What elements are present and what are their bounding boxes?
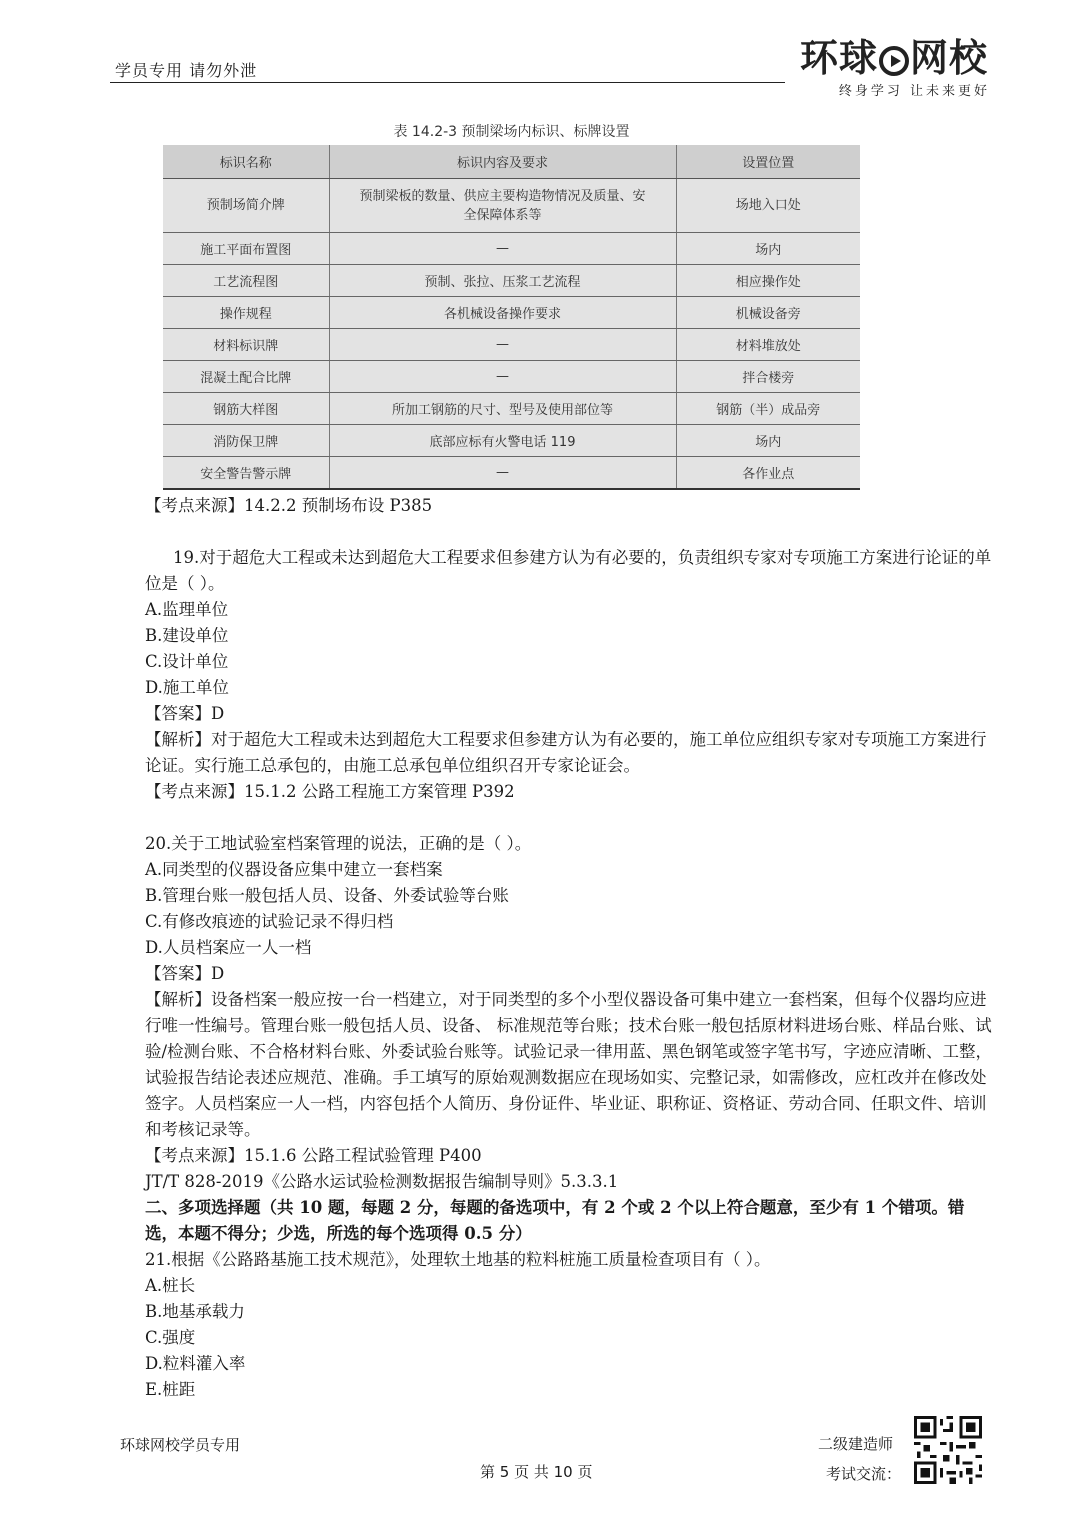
table-cell: 场内: [676, 233, 860, 265]
option-a: A.监理单位: [145, 600, 229, 619]
table-cell: 安全警告警示牌: [163, 457, 329, 490]
source-note: 【考点来源】14.2.2 预制场布设 P385: [145, 496, 433, 515]
table-cell: 预制梁板的数量、供应主要构造物情况及质量、安全保障体系等: [329, 179, 676, 233]
logo-slogan: 终身学习 让未来更好: [838, 84, 990, 99]
question-19: 19.对于超危大工程或未达到超危大工程要求但参建方认为有必要的，负责组织专家对专项施工方案进行论证的单位是（ ）。: [145, 548, 992, 593]
header-notice: 学员专用 请勿外泄: [115, 61, 258, 80]
analysis: 【解析】对于超危大工程或未达到超危大工程要求但参建方认为有必要的，施工单位应组织专家对专项施工方案进行论证。实行施工总承包的，由施工总承包单位组织召开专家论证会。: [145, 730, 987, 775]
table-row: [163, 233, 860, 265]
table-cell: 预制场简介牌: [163, 179, 329, 233]
question-20: 20.关于工地试验室档案管理的说法，正确的是（ ）。: [145, 834, 532, 853]
table-cell: 操作规程: [163, 297, 329, 329]
header-divider: [110, 82, 785, 83]
table-row: [163, 297, 860, 329]
footer-exam-name: 二级建造师: [818, 1435, 894, 1453]
table-cell: 场内: [676, 425, 860, 457]
signage-table: [163, 145, 860, 490]
table-cell: 材料堆放处: [676, 329, 860, 361]
table-cell: 底部应标有火警电话 119: [329, 425, 676, 457]
option-c: C.有修改痕迹的试验记录不得归档: [145, 912, 394, 931]
table-row: [163, 179, 860, 233]
footer-exchange-label: 考试交流：: [826, 1465, 902, 1483]
logo-text-1: 环球: [800, 36, 879, 80]
option-b: B.管理台账一般包括人员、设备、外委试验等台账: [145, 886, 509, 905]
table-caption: 表 14.2-3 预制梁场内标识、标牌设置: [393, 124, 630, 140]
table-cell: 预制、张拉、压浆工艺流程: [329, 265, 676, 297]
table-cell: 各作业点: [676, 457, 860, 490]
standard-reference: JT/T 828-2019《公路水运试验检测数据报告编制导则》5.3.3.1: [145, 1172, 619, 1191]
option-c: C.强度: [145, 1328, 196, 1347]
table-row: [163, 361, 860, 393]
table-cell: —: [329, 233, 676, 265]
footer-left-text: 环球网校学员专用: [120, 1436, 241, 1454]
table-cell: 各机械设备操作要求: [329, 297, 676, 329]
table-cell: 钢筋（半）成品旁: [676, 393, 860, 425]
option-b: B.地基承载力: [145, 1302, 245, 1321]
table-header-cell: 标识内容及要求: [329, 145, 676, 179]
table-cell: 消防保卫牌: [163, 425, 329, 457]
answer: 【答案】D: [145, 964, 225, 983]
document-body: [145, 493, 995, 1403]
table-header-cell: 设置位置: [676, 145, 860, 179]
table-cell: 工艺流程图: [163, 265, 329, 297]
table-cell: 混凝土配合比牌: [163, 361, 329, 393]
analysis: 【解析】设备档案一般应按一台一档建立，对于同类型的多个小型仪器设备可集中建立一套档案，但每个仪器均应进行唯一性编号。管理台账一般包括人员、设备、 标准规范等台账；技术台账一般包括原材料进场台账、样品台账、试验/检测台账、不合格材料台账、外委试验台账等。试验记录一律用蓝、黑色钢笔或签字笔书写，字迹应清晰、工整，试验报告结论表述应规范、准确。手工填写的原始观测数据应在现场如实、完整记录，如需修改，应杠改并在修改处签字。人员档案应一人一档，内容包括个人简历、身份证件、毕业证、职称证、资格证、劳动合同、任职文件、培训和考核记录等。: [145, 990, 993, 1139]
brand-logo: [800, 36, 990, 104]
table-cell: 场地入口处: [676, 179, 860, 233]
table-row: [163, 265, 860, 297]
table-row: [163, 457, 860, 490]
option-e: E.桩距: [145, 1380, 196, 1399]
qr-code-icon: [914, 1416, 982, 1484]
table-header-cell: 标识名称: [163, 145, 329, 179]
table-cell: —: [329, 457, 676, 490]
table-row: [163, 329, 860, 361]
logo-text-2: 网校: [910, 36, 989, 80]
table-cell: —: [329, 361, 676, 393]
page-number: 第 5 页 共 10 页: [480, 1463, 593, 1481]
option-a: A.桩长: [145, 1276, 196, 1295]
source-note: 【考点来源】15.1.6 公路工程试验管理 P400: [145, 1146, 482, 1165]
option-d: D.人员档案应一人一档: [145, 938, 312, 957]
table-cell: —: [329, 329, 676, 361]
table-cell: 相应操作处: [676, 265, 860, 297]
play-circle-icon: [879, 46, 909, 76]
table-header-row: [163, 145, 860, 179]
option-d: D.粒料灌入率: [145, 1354, 246, 1373]
table-cell: 施工平面布置图: [163, 233, 329, 265]
option-a: A.同类型的仪器设备应集中建立一套档案: [145, 860, 443, 879]
table-row: [163, 393, 860, 425]
option-c: C.设计单位: [145, 652, 229, 671]
table-cell: 材料标识牌: [163, 329, 329, 361]
option-d: D.施工单位: [145, 678, 229, 697]
table-cell: 拌合楼旁: [676, 361, 860, 393]
table-cell: 钢筋大样图: [163, 393, 329, 425]
table-row: [163, 425, 860, 457]
table-cell: 机械设备旁: [676, 297, 860, 329]
question-21: 21.根据《公路路基施工技术规范》，处理软土地基的粒料桩施工质量检查项目有（ ）。: [145, 1250, 771, 1269]
table-cell: 所加工钢筋的尺寸、型号及使用部位等: [329, 393, 676, 425]
section-heading: 二、多项选择题（共 10 题，每题 2 分，每题的备选项中，有 2 个或 2 个以上符合题意，至少有 1 个错项。错选，本题不得分；少选，所选的每个选项得 0.5 分）: [145, 1198, 965, 1243]
option-b: B.建设单位: [145, 626, 229, 645]
source-note: 【考点来源】15.1.2 公路工程施工方案管理 P392: [145, 782, 515, 801]
answer: 【答案】D: [145, 704, 225, 723]
